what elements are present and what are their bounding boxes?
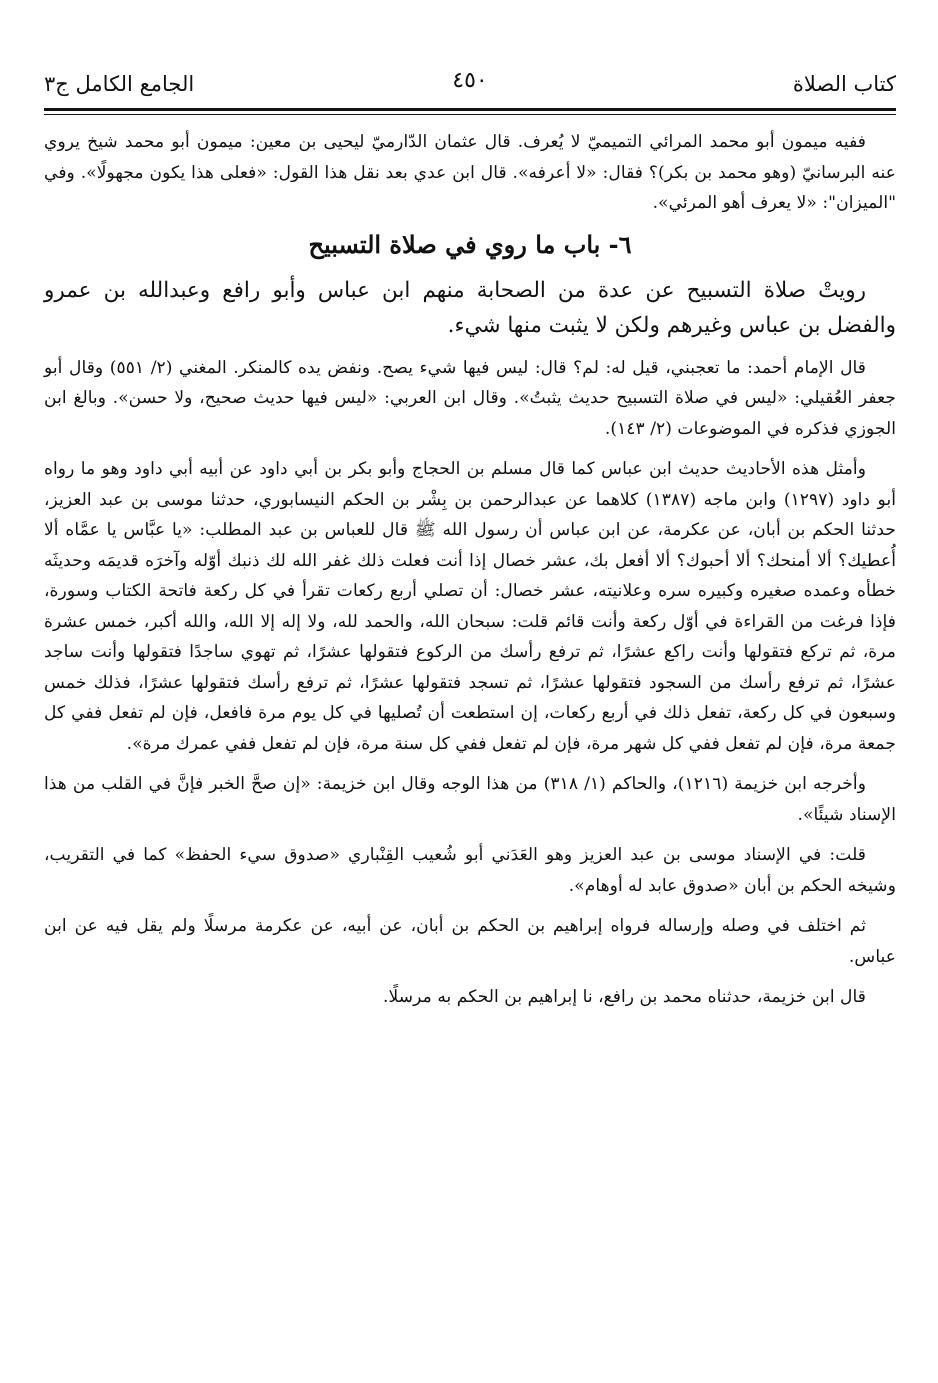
footnote-paragraph-1: ففيه ميمون أبو محمد المرائي التميميّ لا يُعرف. قال عثمان الدّارميّ ليحيى بن معين: ميمون أبو محمد شيخ يروي عنه البرسانيّ (وهو محمد بن بكر)؟ فقال: «لا أعرفه». قال ابن عدي بعد نقل هذا القول: «فعلى هذا يكون مجهولًا». وفي "الميزان": «لا يعرف أهو المرئي». (44, 132, 896, 213)
commentary-paragraph-5: ثم اختلف في وصله وإرساله فرواه إبراهيم بن الحكم بن أبان، عن أبيه، عن عكرمة مرسلًا ولم يقل فيه عن ابن عباس. (44, 916, 896, 967)
commentary-paragraph-4: قلت: في الإسناد موسى بن عبد العزيز وهو العَدَني أبو شُعيب القِنْباري «صدوق سيء الحفظ» كما في التقريب، وشيخه الحكم بن أبان «صدوق عابد له أوهام». (44, 845, 896, 896)
running-header (44, 60, 896, 108)
book-page (44, 60, 896, 1360)
commentary-paragraph-2: وأمثل هذه الأحاديث حديث ابن عباس كما قال مسلم بن الحجاج وأبو بكر بن أبي داود عن أبيه أبي داود وهو ما رواه أبو داود (١٢٩٧) وابن ماجه (١٣٨٧) كلاهما عن عبدالرحمن بن بِشْر بن الحكم النيسابوري، حدثنا موسى بن عبد العزيز، حدثنا الحكم بن أبان، عن عكرمة، عن ابن عباس أن رسول الله ﷺ قال للعباس بن عبد المطلب: «يا عبَّاس يا عمَّاه ألا أُعطيك؟ ألا أمنحك؟ ألا أحبوك؟ ألا أفعل بك، عشر خصال إذا أنت فعلت ذلك غفر الله لك ذنبك أوّله وآخرَه قديمَه وحديثَه خطأه وعمده صغيره وكبيره سره وعلانيته، عشر خصال: أن تصلي أربع ركعات تقرأ في كل ركعة فاتحة الكتاب وسورة، فإذا فرغت من القراءة في أوّل ركعة وأنت قائم قلت: سبحان الله، والحمد لله، ولا إله إلا الله، والله أكبر، خمس عشرة مرة، ثم تركع فتقولها وأنت راكع عشرًا، ثم ترفع رأسك من الركوع فتقولها عشرًا، ثم تهوي ساجدًا فتقولها وأنت ساجد عشرًا، ثم ترفع رأسك من السجود فتقولها عشرًا، ثم تسجد فتقولها عشرًا، ثم ترفع رأسك فتقولها عشرًا، فذلك خمس وسبعون في كل ركعة، تفعل ذلك في أربع ركعات، إن استطعت أن تُصليها في كل يوم مرة فافعل، فإن لم تفعل ففي كل جمعة مرة، فإن لم تفعل ففي كل شهر مرة، فإن لم تفعل ففي كل سنة مرة، فإن لم تفعل ففي عمرك مرة». (44, 459, 896, 754)
commentary-paragraph-6: قال ابن خزيمة، حدثناه محمد بن رافع، نا إبراهيم بن الحكم به مرسلًا. (383, 987, 866, 1007)
main-paragraph: رويتْ صلاة التسبيح عن عدة من الصحابة منهم ابن عباس وأبو رافع وعبدالله بن عمرو والفضل بن عباس وغيرهم ولكن لا يثبت منها شيء. (44, 277, 896, 338)
chapter-heading: ٦- باب ما روي في صلاة التسبيح (308, 229, 632, 259)
header-book-title: الجامع الكامل ج٣ (44, 72, 195, 96)
page-number: ٤٥٠ (452, 68, 488, 93)
commentary-paragraph-3: وأخرجه ابن خزيمة (١٢١٦)، والحاكم (١/ ٣١٨) من هذا الوجه وقال ابن خزيمة: «إن صحَّ الخبر فإنَّ في القلب من هذا الإسناد شيئًا». (44, 774, 896, 825)
commentary-paragraph-1: قال الإمام أحمد: ما تعجبني، قيل له: لم؟ قال: ليس فيها شيء يصح. ونفض يده كالمنكر. المغني (٢/ ٥٥١) وقال أبو جعفر العُقيلي: «ليس في صلاة التسبيح حديث يثبتُ». وقال ابن العربي: «ليس فيها حديث صحيح، ولا حسن». وبالغ ابن الجوزي فذكره في الموضوعات (٢/ ١٤٣). (44, 357, 896, 439)
header-chapter-title: كتاب الصلاة (792, 72, 896, 96)
header-divider (44, 108, 896, 115)
